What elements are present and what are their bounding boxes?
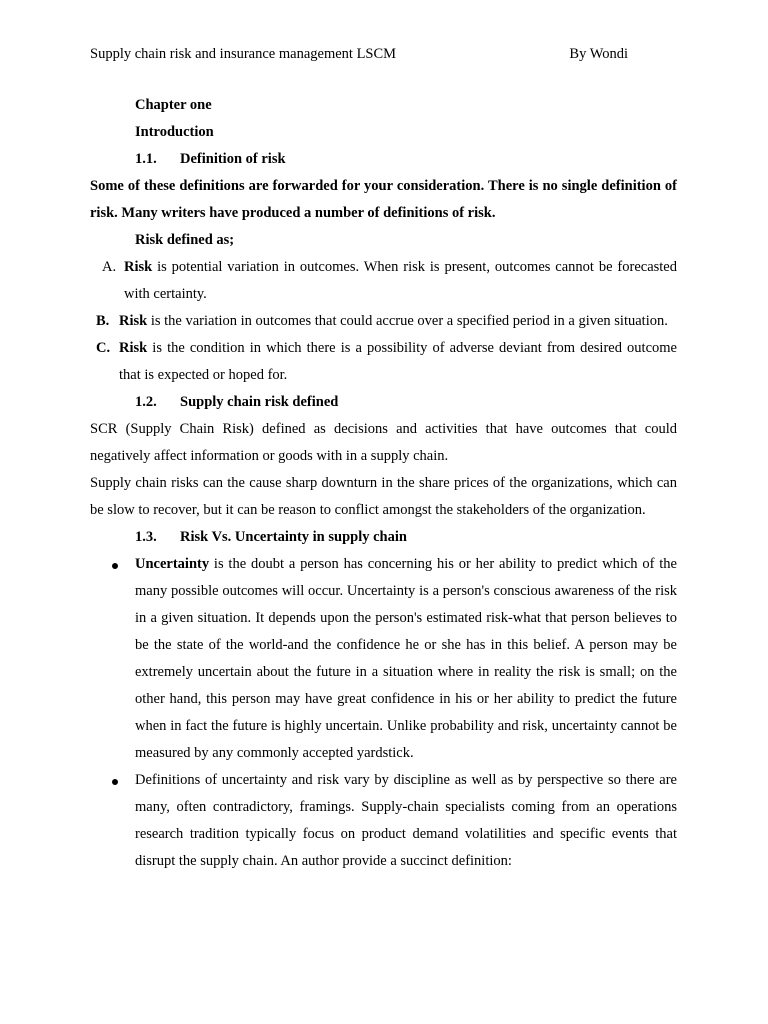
section-number: 1.3.	[135, 529, 157, 545]
page-header	[90, 46, 630, 66]
definition-term: Risk	[119, 313, 148, 329]
section-heading-1-2	[90, 389, 677, 416]
header-author: By Wondi	[569, 46, 628, 62]
bullet-dot-icon	[112, 779, 118, 785]
document-body	[90, 92, 677, 875]
header-title: Supply chain risk and insurance management LSCM	[90, 46, 397, 62]
section-heading-1-3	[90, 524, 677, 551]
list-marker: B.	[96, 313, 110, 329]
section-number: 1.2.	[135, 394, 157, 410]
bullet-dot-icon	[112, 563, 118, 569]
definition-text: is potential variation in outcomes. When risk is present, outcomes cannot be forecasted with certainty.	[124, 259, 677, 302]
section-title: Supply chain risk defined	[180, 394, 339, 410]
risk-defined-label: Risk defined as;	[135, 232, 235, 248]
definition-text: is the condition in which there is a possibility of adverse deviant from desired outcome that is expected or hoped for.	[119, 340, 677, 383]
section-heading-1-1	[90, 146, 677, 173]
list-marker: A.	[102, 259, 117, 275]
section-number: 1.1.	[135, 151, 157, 167]
intro-paragraph: Some of these definitions are forwarded for your consideration. There is no single definition of risk. Many writers have produced a number of definitions of risk.	[90, 178, 677, 221]
bullet-text: is the doubt a person has concerning his or her ability to predict which of the many possible outcomes will occur. Uncertainty is a person's conscious awareness of the risk in a given situation. It depends upon the person's estimated risk-what that person believes to be the state of the world-and the confidence he or she has in this belief. A person may be extremely uncertain about the future in a situation where in reality the risk is small; on the other hand, this person may have great confidence in his or her ability to predict the future when in fact the future is highly uncertain. Unlike probability and risk, uncertainty cannot be measured by any commonly accepted yardstick.	[135, 556, 677, 761]
introduction-heading: Introduction	[135, 124, 214, 140]
bullet-item-definitions	[90, 767, 677, 875]
chapter-heading: Chapter one	[135, 97, 212, 113]
definition-item-b	[90, 308, 677, 335]
section-title: Definition of risk	[180, 151, 286, 167]
definition-term: Risk	[119, 340, 148, 356]
definition-item-a	[90, 254, 677, 308]
scr-paragraph-2: Supply chain risks can the cause sharp downturn in the share prices of the organizations, which can be slow to recover, but it can be reason to conflict amongst the stakeholders of the organization.	[90, 475, 677, 518]
bullet-term: Uncertainty	[135, 556, 210, 572]
definition-text: is the variation in outcomes that could accrue over a specified period in a given situation.	[147, 313, 668, 329]
list-marker: C.	[96, 340, 111, 356]
bullet-text: Definitions of uncertainty and risk vary by discipline as well as by perspective so there are many, often contradictory, framings. Supply-chain specialists coming from an operations research tradition typically focus on product demand volatilities and specific events that disrupt the supply chain. An author provide a succinct definition:	[135, 772, 677, 869]
scr-paragraph-1: SCR (Supply Chain Risk) defined as decisions and activities that have outcomes that could negatively affect information or goods with in a supply chain.	[90, 421, 677, 464]
bullet-item-uncertainty	[90, 551, 677, 767]
section-title: Risk Vs. Uncertainty in supply chain	[180, 529, 407, 545]
definition-term: Risk	[124, 259, 153, 275]
definition-item-c	[90, 335, 677, 389]
